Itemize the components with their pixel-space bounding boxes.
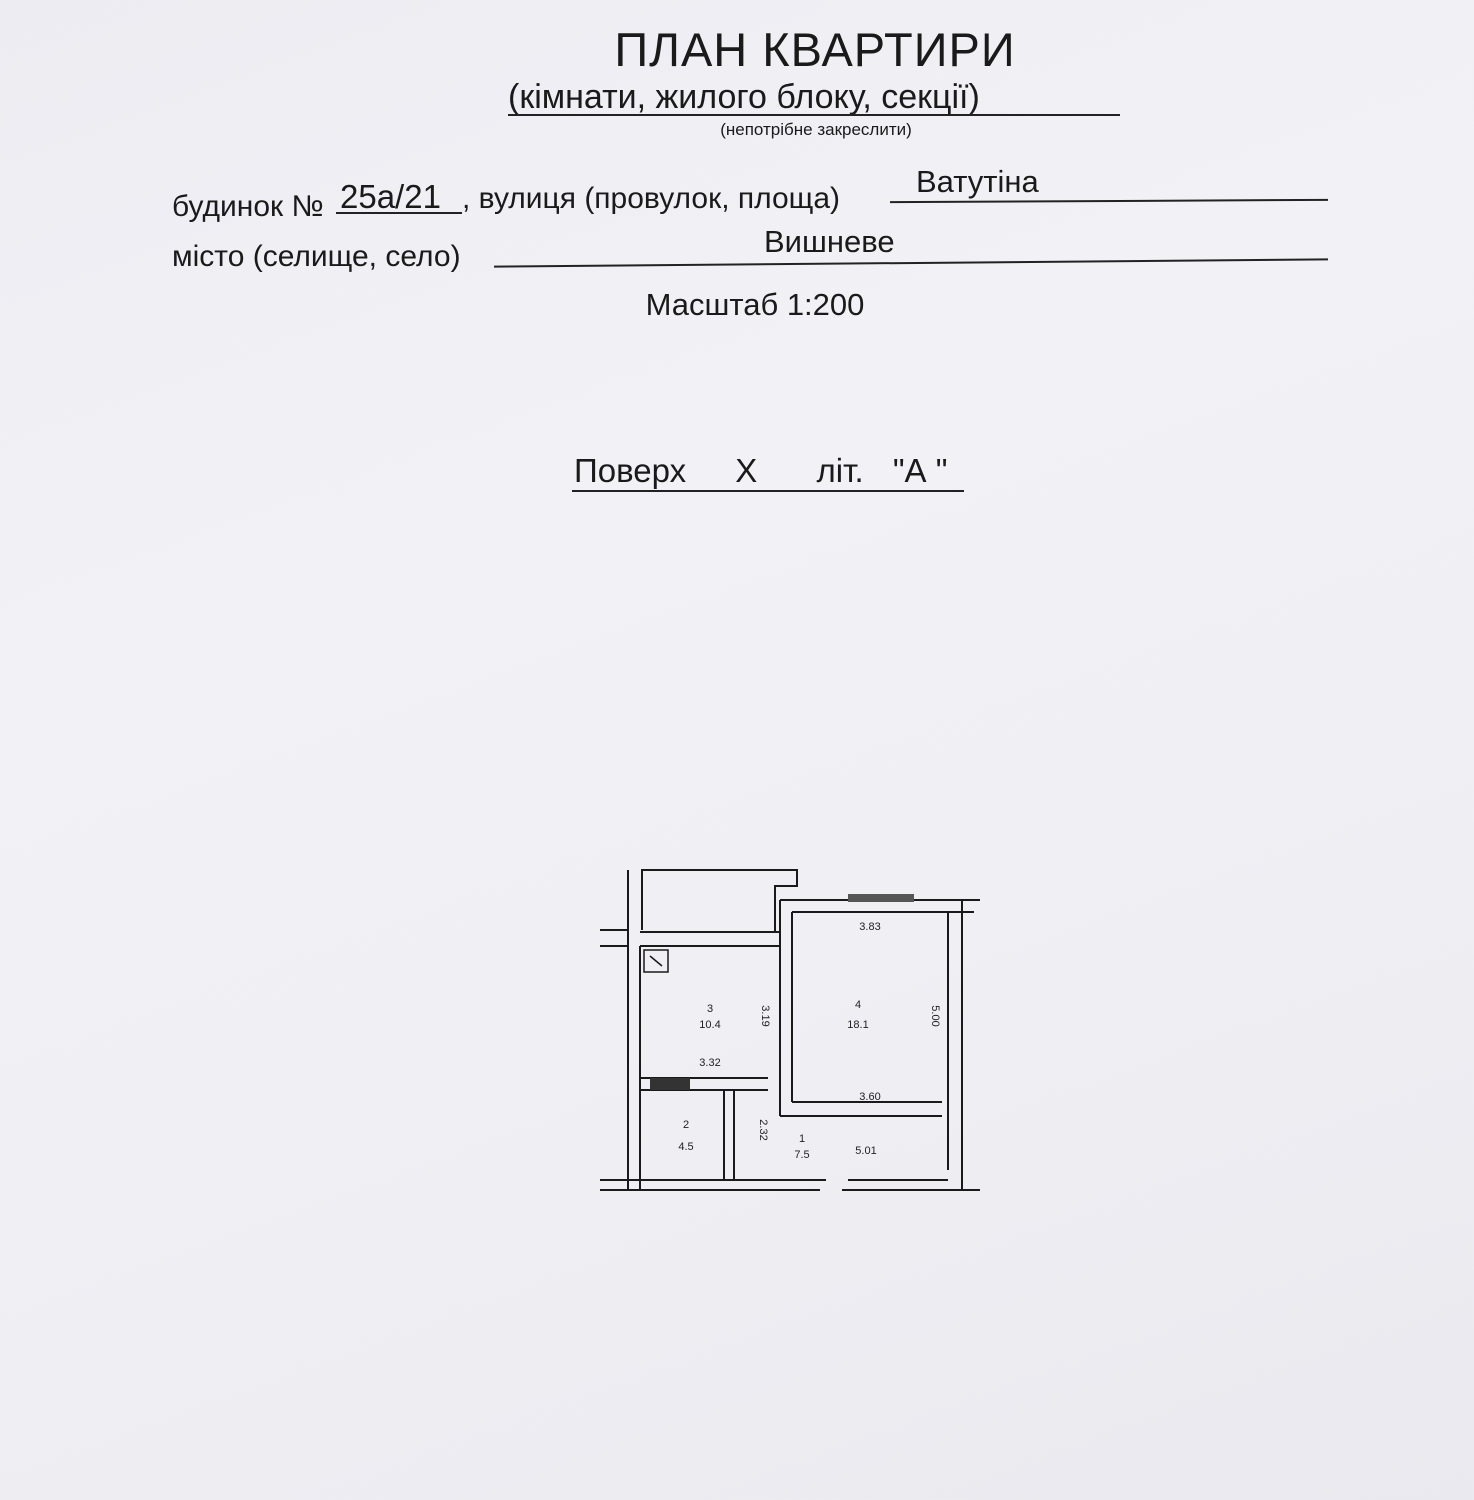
dimension-label: 5.00 (929, 1005, 941, 1027)
room-3-area: 10.4 (699, 1019, 721, 1031)
dimension-label: 3.83 (859, 921, 881, 933)
letter-value: "А " (892, 452, 948, 489)
room-4-number: 4 (854, 999, 862, 1011)
city-value: Вишневе (764, 224, 895, 259)
window-kitchen (650, 1078, 690, 1090)
apartment-floor-plan (590, 860, 990, 1205)
right-wall (948, 900, 962, 1190)
bottom-wall (600, 1180, 980, 1190)
letter-label: літ. (816, 452, 864, 489)
floor-number: Х (735, 452, 758, 489)
dimension-label: 3.60 (859, 1091, 881, 1103)
left-wall (628, 870, 640, 1190)
room-4-area: 18.1 (847, 1019, 869, 1031)
dimension-label: 3.19 (759, 1005, 771, 1027)
partition-wall (780, 900, 792, 1116)
document-title: ПЛАН КВАРТИРИ (614, 23, 1016, 76)
room-1-area: 7.5 (794, 1149, 810, 1161)
street-label: , вулиця (провулок, площа) (462, 182, 840, 215)
window-room (848, 894, 914, 902)
strike-out-note: (непотрібне закреслити) (720, 120, 912, 139)
house-label: будинок № (172, 190, 324, 223)
city-underline (494, 258, 1328, 267)
room-2-area: 4.5 (678, 1141, 694, 1153)
room-1-number: 1 (798, 1133, 806, 1145)
house-number-underline (336, 212, 462, 214)
street-value: Ватутіна (916, 164, 1039, 199)
floor-heading (574, 452, 947, 490)
room-3-number: 3 (706, 1003, 714, 1015)
scale-label: Масштаб 1:200 (645, 287, 865, 322)
kitchen-top-wall (640, 932, 780, 946)
balcony-outline (642, 870, 797, 932)
dimension-label: 3.32 (699, 1057, 721, 1069)
room-2-number: 2 (682, 1119, 690, 1131)
stove-icon (644, 950, 668, 972)
house-number: 25а/21 (340, 178, 441, 215)
city-label: місто (селище, село) (172, 240, 461, 273)
right-wall-stub (962, 900, 980, 912)
floor-underline (572, 490, 964, 492)
subtitle-underline (508, 114, 1120, 116)
room-bottom-wall (780, 1102, 942, 1116)
left-wall-stub (600, 930, 628, 946)
document-subtitle: (кімнати, жилого блоку, секції) (508, 78, 980, 116)
bathroom-wall (724, 1090, 734, 1180)
floor-label: Поверх (574, 452, 687, 489)
dimension-label: 5.01 (855, 1145, 877, 1157)
dimension-label: 2.32 (757, 1119, 769, 1141)
